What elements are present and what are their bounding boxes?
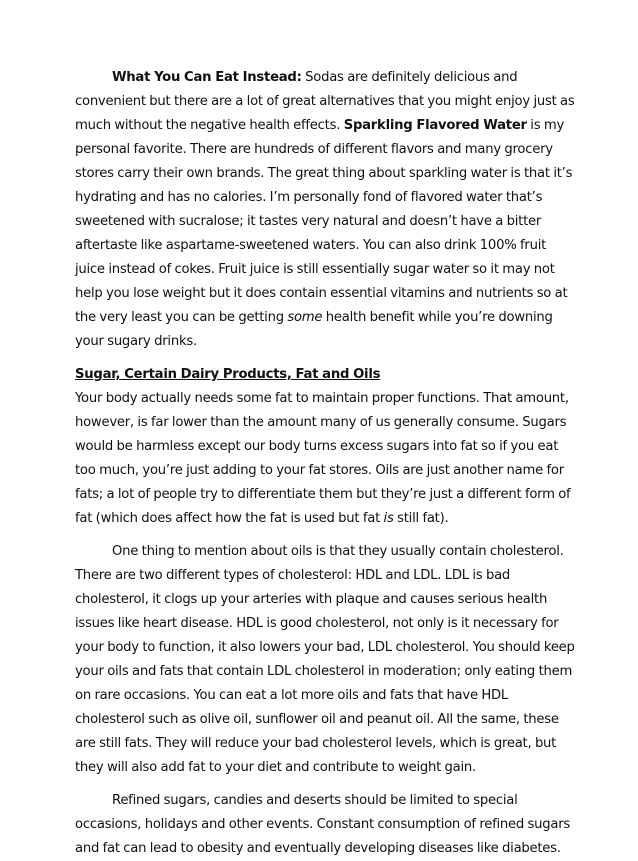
paragraph-text: health benefit while you’re downing your sugary drinks. [75, 310, 553, 349]
lead-bold-phrase: What You Can Eat Instead: [112, 70, 302, 85]
section-heading: Sugar, Certain Dairy Products, Fat and Oils [75, 367, 381, 382]
document-page [75, 66, 575, 861]
paragraph-text: still fat). [393, 511, 449, 526]
sparkling-water-bold: Sparkling Flavored Water [343, 118, 527, 133]
italic-emphasis: some [287, 310, 323, 325]
paragraph-what-you-can-eat [75, 66, 575, 354]
paragraph-text: Sodas are definitely delicious and convenient but there are a lot of great alternatives that you might enjoy just as much without the negative health effects. [75, 70, 575, 133]
paragraph-refined-sugars: Refined sugars, candies and deserts should be limited to special occasions, holidays and other events. Constant consumption of refined sugars and fat can lead to obesity and eventually developing diseases like diabetes. [75, 793, 570, 856]
paragraph-text: is my personal favorite. There are hundreds of different flavors and many grocery stores carry their own brands. The great thing about sparkling water is that it’s hydrating and has no calories. I’m personally fond of flavored water that’s sweetened with sucralose; it tastes very natural and doesn’t have a bitter aftertaste like aspartame-sweetened waters. You can also drink 100% fruit juice instead of cokes. Fruit juice is still essentially sugar water so it may not help you lose weight but it does contain essential vitamins and nutrients so at the very least you can be getting [75, 118, 573, 325]
italic-emphasis: is [383, 511, 394, 526]
paragraph-cholesterol: One thing to mention about oils is that they usually contain cholesterol. There are two different types of cholesterol: HDL and LDL. LDL is bad cholesterol, it clogs up your arteries with plaque and causes serious health issues like heart disease. HDL is good cholesterol, not only is it necessary for your body to function, it also lowers your bad, LDL cholesterol. You should keep your oils and fats that contain LDL cholesterol in moderation; only eating them on rare occasions. You can eat a lot more oils and fats that have HDL cholesterol such as olive oil, sunflower oil and peanut oil. All the same, these are still fats. They will reduce your bad cholesterol levels, which is great, but they will also add fat to your diet and contribute to weight gain. [75, 544, 575, 775]
paragraph-body-fat [75, 387, 575, 531]
paragraph-text: Your body actually needs some fat to maintain proper functions. That amount, however, is far lower than the amount many of us generally consume. Sugars would be harmless except our body turns excess sugars into fat so if you eat too much, you’re just adding to your fat stores. Oils are just another name for fats; a lot of people try to differentiate them but they’re just a different form of fat (which does affect how the fat is used but fat [75, 391, 571, 526]
